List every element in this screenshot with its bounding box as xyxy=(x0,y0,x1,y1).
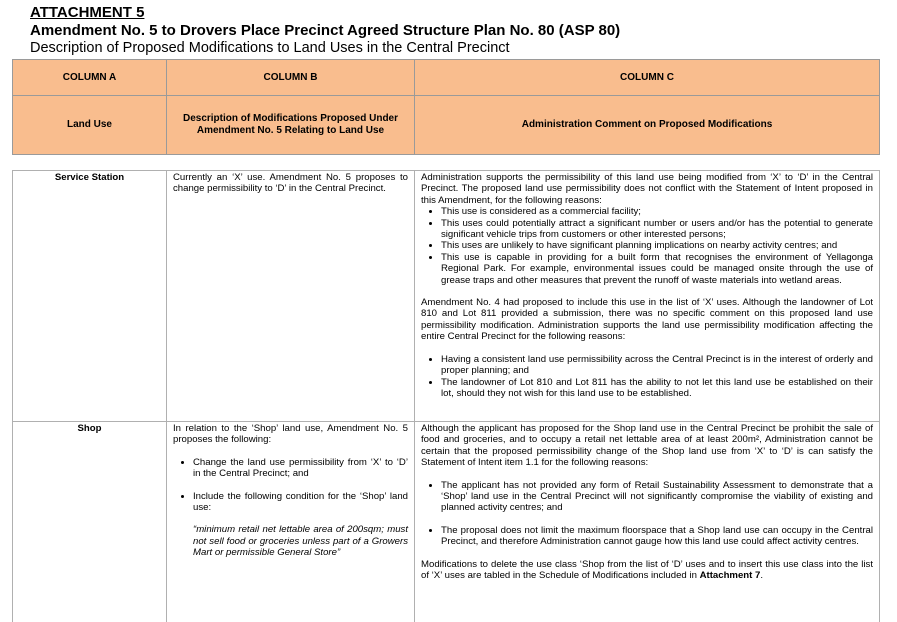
comment-intro: Administration supports the permissibility of this land use being modified from ‘X’ to ‘D’ in the Central Precinct. The proposed land use permissibility does not conflict with the Statement of Intent proposed in this Amendment, for the following reasons: xyxy=(421,172,873,206)
list-item: • This use is capable in providing for a built form that recognises the environment of Yellagonga Regional Park. For example, environmental issues could be managed onsite through the use of grease traps and other measures that prevent the runoff of waste materials into wetland areas. xyxy=(441,252,873,286)
column-header-table xyxy=(12,59,880,155)
comment-final-text: Modifications to delete the use class ‘Shop from the list of ‘D’ uses and to insert this use class into the list of ‘X’ uses are tabled in the Schedule of Modifications included in xyxy=(421,558,873,582)
comment-intro: Although the applicant has proposed for the Shop land use in the Central Precinct be prohibit the sale of food and groceries, and to occupy a retail net lettable area of at least 200m², Administration cannot be certain that the proposed permissibility change of the Shop land use from ‘X’ to ‘D’ is can satisfy the Statement of Intent item 1.1 for the following reasons: xyxy=(421,423,873,469)
list-item: • This use is considered as a commercial facility; xyxy=(441,206,873,217)
description-cell xyxy=(167,422,415,622)
list-item: • Change the land use permissibility from ‘X’ to ‘D’ in the Central Precinct; and xyxy=(193,457,408,480)
description-bullet-list xyxy=(173,457,408,514)
land-use-cell: Shop xyxy=(13,422,167,622)
column-a-label: COLUMN A xyxy=(13,60,167,96)
comment-bullet-list xyxy=(421,354,873,400)
document-title: Amendment No. 5 to Drovers Place Precinct Agreed Structure Plan No. 80 (ASP 80) xyxy=(30,22,621,39)
column-b-title: Description of Modifications Proposed Under Amendment No. 5 Relating to Land Use xyxy=(167,96,415,155)
comment-bullet-list xyxy=(421,480,873,548)
attachment-label: ATTACHMENT 5 xyxy=(30,4,145,21)
document-subtitle: Description of Proposed Modifications to Land Uses in the Central Precinct xyxy=(30,40,510,56)
comment-bullet-list xyxy=(421,206,873,286)
list-item: • The proposal does not limit the maximum floorspace that a Shop land use can occupy in the Central Precinct, and therefore Administration cannot gauge how this land use could affect activity centres. xyxy=(441,525,873,548)
comment-cell xyxy=(415,422,880,622)
comment-final: Modifications to delete the use class ‘Shop from the list of ‘D’ uses and to insert this use class into the list of ‘X’ uses are tabled in the Schedule of Modifications included in Attachment 7. xyxy=(421,558,873,582)
attachment-reference: Attachment 7 xyxy=(699,570,761,582)
list-item: • This uses could potentially attract a significant number or users and/or has the potential to generate significant vehicle trips from customers or other interested persons; xyxy=(441,218,873,241)
column-c-title: Administration Comment on Proposed Modifications xyxy=(415,96,880,155)
table-row xyxy=(13,171,880,422)
column-b-label: COLUMN B xyxy=(167,60,415,96)
condition-quote: “minimum retail net lettable area of 200sqm; must not sell food or groceries unless part of a Growers Mart or permissible General Store” xyxy=(193,524,408,559)
land-use-cell: Service Station xyxy=(13,171,167,422)
list-item: • This uses are unlikely to have significant planning implications on nearby activity centres; and xyxy=(441,240,873,251)
list-item: • Having a consistent land use permissibility across the Central Precinct is in the interest of orderly and proper planning; and xyxy=(441,354,873,377)
list-item: • Include the following condition for the ‘Shop’ land use: xyxy=(193,491,408,514)
table-row xyxy=(13,422,880,622)
column-a-title: Land Use xyxy=(13,96,167,155)
land-use-table xyxy=(12,170,880,622)
comment-cell xyxy=(415,171,880,422)
list-item: • The applicant has not provided any form of Retail Sustainability Assessment to demonstrate that a ‘Shop’ land use in the Central Precinct will not significantly compromise the viability of existing and planned activity centres; and xyxy=(441,480,873,514)
description-cell: Currently an ‘X’ use. Amendment No. 5 proposes to change permissibility to ‘D’ in the Central Precinct. xyxy=(167,171,415,422)
column-c-label: COLUMN C xyxy=(415,60,880,96)
description-intro: In relation to the ‘Shop’ land use, Amendment No. 5 proposes the following: xyxy=(173,423,408,446)
comment-paragraph: Amendment No. 4 had proposed to include this use in the list of ‘X’ uses. Although the landowner of Lot 810 and Lot 811 provided a submission, there was no specific comment on this proposed land use permissibility modification. Administration supports the land use permissibility modification affecting the entire Central Precinct for the following reasons: xyxy=(421,297,873,343)
list-item: • The landowner of Lot 810 and Lot 811 has the ability to not let this land use be established on their lot, should they not wish for this land use to be established. xyxy=(441,377,873,400)
